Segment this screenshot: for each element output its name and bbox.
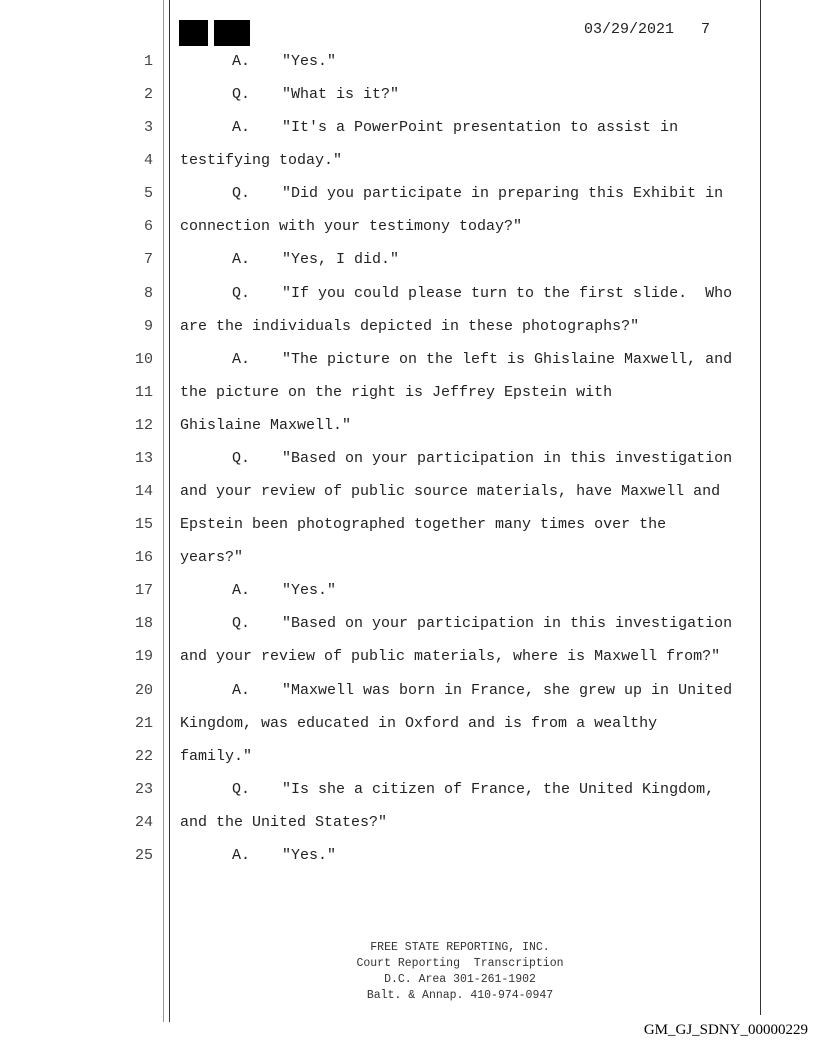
redaction-box <box>214 20 250 46</box>
line-text: "Yes." <box>282 582 337 600</box>
speaker-marker: A. <box>232 119 251 137</box>
line-text: "Did you participate in preparing this Exhibit in <box>282 185 724 203</box>
line-text: connection with your testimony today?" <box>180 218 523 236</box>
speaker-marker: Q. <box>232 449 251 467</box>
line-text: years?" <box>180 549 244 567</box>
line-text: and your review of public source materials, have Maxwell and <box>180 483 721 501</box>
footer-company: FREE STATE REPORTING, INC. <box>370 941 550 954</box>
transcript-line <box>0 218 816 238</box>
transcript-line <box>0 615 816 635</box>
speaker-marker: A. <box>232 53 251 70</box>
transcript-line <box>0 152 816 172</box>
line-text: and the United States?" <box>180 813 388 831</box>
line-number: 3 <box>143 119 153 137</box>
reporter-footer <box>260 940 660 1004</box>
line-number: 13 <box>134 449 153 467</box>
line-number: 1 <box>143 53 153 70</box>
line-text: Epstein been photographed together many times over the <box>180 516 667 534</box>
line-number: 20 <box>134 681 153 699</box>
line-number: 5 <box>143 185 153 203</box>
line-number: 21 <box>134 714 153 732</box>
line-text: "What is it?" <box>282 86 400 104</box>
line-text: testifying today." <box>180 152 343 170</box>
transcript-line <box>0 285 816 305</box>
header-date: 03/29/2021 <box>583 21 674 38</box>
transcript-line <box>0 648 816 668</box>
line-text: "Based on your participation in this investigation <box>282 615 733 633</box>
transcript-line <box>0 417 816 437</box>
transcript-line <box>0 185 816 205</box>
line-number: 25 <box>134 846 153 864</box>
footer-services: Court Reporting Transcription <box>356 957 564 970</box>
speaker-marker: A. <box>232 582 251 600</box>
line-number: 7 <box>143 251 153 269</box>
speaker-marker: Q. <box>232 86 251 104</box>
line-text: "Yes." <box>282 53 337 70</box>
transcript-line <box>0 251 816 271</box>
line-text: "Is she a citizen of France, the United Kingdom, <box>282 780 715 798</box>
page-number: 7 <box>700 21 710 38</box>
line-number: 15 <box>134 516 153 534</box>
transcript-line <box>0 781 816 801</box>
line-number: 23 <box>134 780 153 798</box>
transcript-line <box>0 318 816 338</box>
line-number: 12 <box>134 416 153 434</box>
speaker-marker: Q. <box>232 615 251 633</box>
line-text: family." <box>180 747 253 765</box>
transcript-line <box>0 483 816 503</box>
transcript-line <box>0 384 816 404</box>
speaker-marker: A. <box>232 350 251 368</box>
line-number: 2 <box>143 86 153 104</box>
line-number: 17 <box>134 582 153 600</box>
speaker-marker: Q. <box>232 185 251 203</box>
line-text: the picture on the right is Jeffrey Epstein with <box>180 383 613 401</box>
line-number: 9 <box>143 317 153 335</box>
redaction-box <box>179 20 208 46</box>
line-number: 8 <box>143 284 153 302</box>
footer-dc-phone: D.C. Area 301-261-1902 <box>384 973 536 986</box>
line-number: 6 <box>143 218 153 236</box>
line-number: 19 <box>134 648 153 666</box>
line-number: 14 <box>134 483 153 501</box>
transcript-line <box>0 582 816 602</box>
speaker-marker: Q. <box>232 284 251 302</box>
line-text: "The picture on the left is Ghislaine Maxwell, and <box>282 350 733 368</box>
line-number: 11 <box>134 383 153 401</box>
speaker-marker: A. <box>232 846 251 864</box>
line-number: 18 <box>134 615 153 633</box>
line-number: 16 <box>134 549 153 567</box>
line-text: "If you could please turn to the first slide. Who <box>282 284 733 302</box>
line-number: 4 <box>143 152 153 170</box>
transcript-line <box>0 814 816 834</box>
transcript-line <box>0 86 816 106</box>
transcript-line <box>0 715 816 735</box>
header-date-page <box>520 21 710 38</box>
speaker-marker: A. <box>232 681 251 699</box>
footer-balt-phone: Balt. & Annap. 410-974-0947 <box>366 989 554 1002</box>
line-text: Ghislaine Maxwell." <box>180 416 352 434</box>
line-number: 24 <box>134 813 153 831</box>
transcript-line <box>0 682 816 702</box>
line-number: 10 <box>134 350 153 368</box>
transcript-line <box>0 748 816 768</box>
speaker-marker: Q. <box>232 780 251 798</box>
line-text: "Based on your participation in this investigation <box>282 449 733 467</box>
line-number: 22 <box>134 747 153 765</box>
transcript-line <box>0 351 816 371</box>
bates-number: GM_GJ_SDNY_00000229 <box>643 1022 808 1038</box>
line-text: "Yes, I did." <box>282 251 400 269</box>
line-text: "Maxwell was born in France, she grew up in United <box>282 681 733 699</box>
transcript-line <box>0 549 816 569</box>
transcript-line <box>0 516 816 536</box>
line-text: are the individuals depicted in these photographs?" <box>180 317 640 335</box>
speaker-marker: A. <box>232 251 251 269</box>
line-text: and your review of public materials, where is Maxwell from?" <box>180 648 721 666</box>
line-text: Kingdom, was educated in Oxford and is from a wealthy <box>180 714 658 732</box>
transcript-line <box>0 847 816 867</box>
transcript-line <box>0 53 816 73</box>
line-text: "Yes." <box>282 846 337 864</box>
transcript-line <box>0 450 816 470</box>
line-text: "It's a PowerPoint presentation to assist in <box>282 119 679 137</box>
transcript-line <box>0 119 816 139</box>
